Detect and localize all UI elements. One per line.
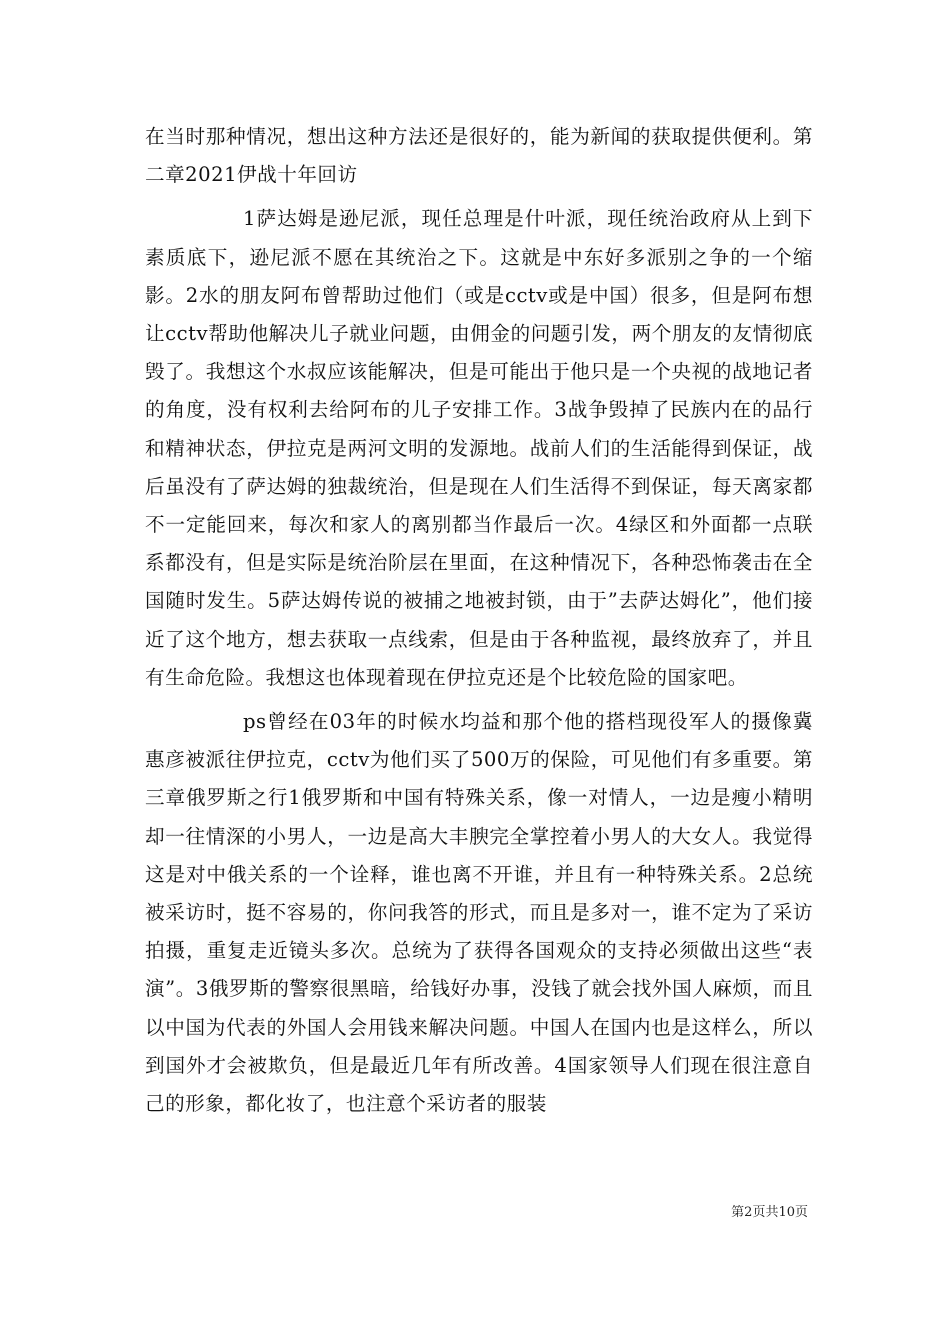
page-number-footer: 第2页共10页 xyxy=(731,1205,808,1220)
paragraph-1: 在当时那种情况，想出这种方法还是很好的，能为新闻的获取提供便利。第二章2021伊战十年回访 xyxy=(145,125,813,187)
paragraph-3: ps曾经在03年的时候水均益和那个他的搭档现役军人的摄像冀惠彦被派往伊拉克，cctv为他们买了500万的保险，可见他们有多重要。第三章俄罗斯之行1俄罗斯和中国有特殊关系，像一对情人，一边是瘦小精明却一往情深的小男人，一边是高大丰腴完全掌控着小男人的大女人。我觉得这是对中俄关系的一个诠释，谁也离不开谁，并且有一种特殊关系。2总统被采访时，挺不容易的，你问我答的形式，而且是多对一，谁不定为了采访拍摄，重复走近镜头多次。总统为了获得各国观众的支持必须做出这些“表演”。3俄罗斯的警察很黑暗，给钱好办事，没钱了就会找外国人麻烦，而且以中国为代表的外国人会用钱来解决问题。中国人在国内也是这样么，所以到国外才会被欺负，但是最近几年有所改善。4国家领导人们现在很注意自己的形象，都化妆了，也注意个采访者的服装 xyxy=(145,710,813,1116)
paragraph-2: 1萨达姆是逊尼派，现任总理是什叶派，现任统治政府从上到下素质底下，逊尼派不愿在其统治之下。这就是中东好多派别之争的一个缩影。2水的朋友阿布曾帮助过他们（或是cctv或是中国）很多，但是阿布想让cctv帮助他解决儿子就业问题，由佣金的问题引发，两个朋友的友情彻底毁了。我想这个水叔应该能解决，但是可能出于他只是一个央视的战地记者的角度，没有权利去给阿布的儿子安排工作。3战争毁掉了民族内在的品行和精神状态，伊拉克是两河文明的发源地。战前人们的生活能得到保证，战后虽没有了萨达姆的独裁统治，但是现在人们生活得不到保证，每天离家都不一定能回来，每次和家人的离别都当作最后一次。4绿区和外面都一点联系都没有，但是实际是统治阶层在里面，在这种情况下，各种恐怖袭击在全国随时发生。5萨达姆传说的被捕之地被封锁，由于”去萨达姆化”，他们接近了这个地方，想去获取一点线索，但是由于各种监视，最终放弃了，并且有生命危险。我想这也体现着现在伊拉克还是个比较危险的国家吧。 xyxy=(145,207,813,689)
body-text xyxy=(145,118,813,1123)
